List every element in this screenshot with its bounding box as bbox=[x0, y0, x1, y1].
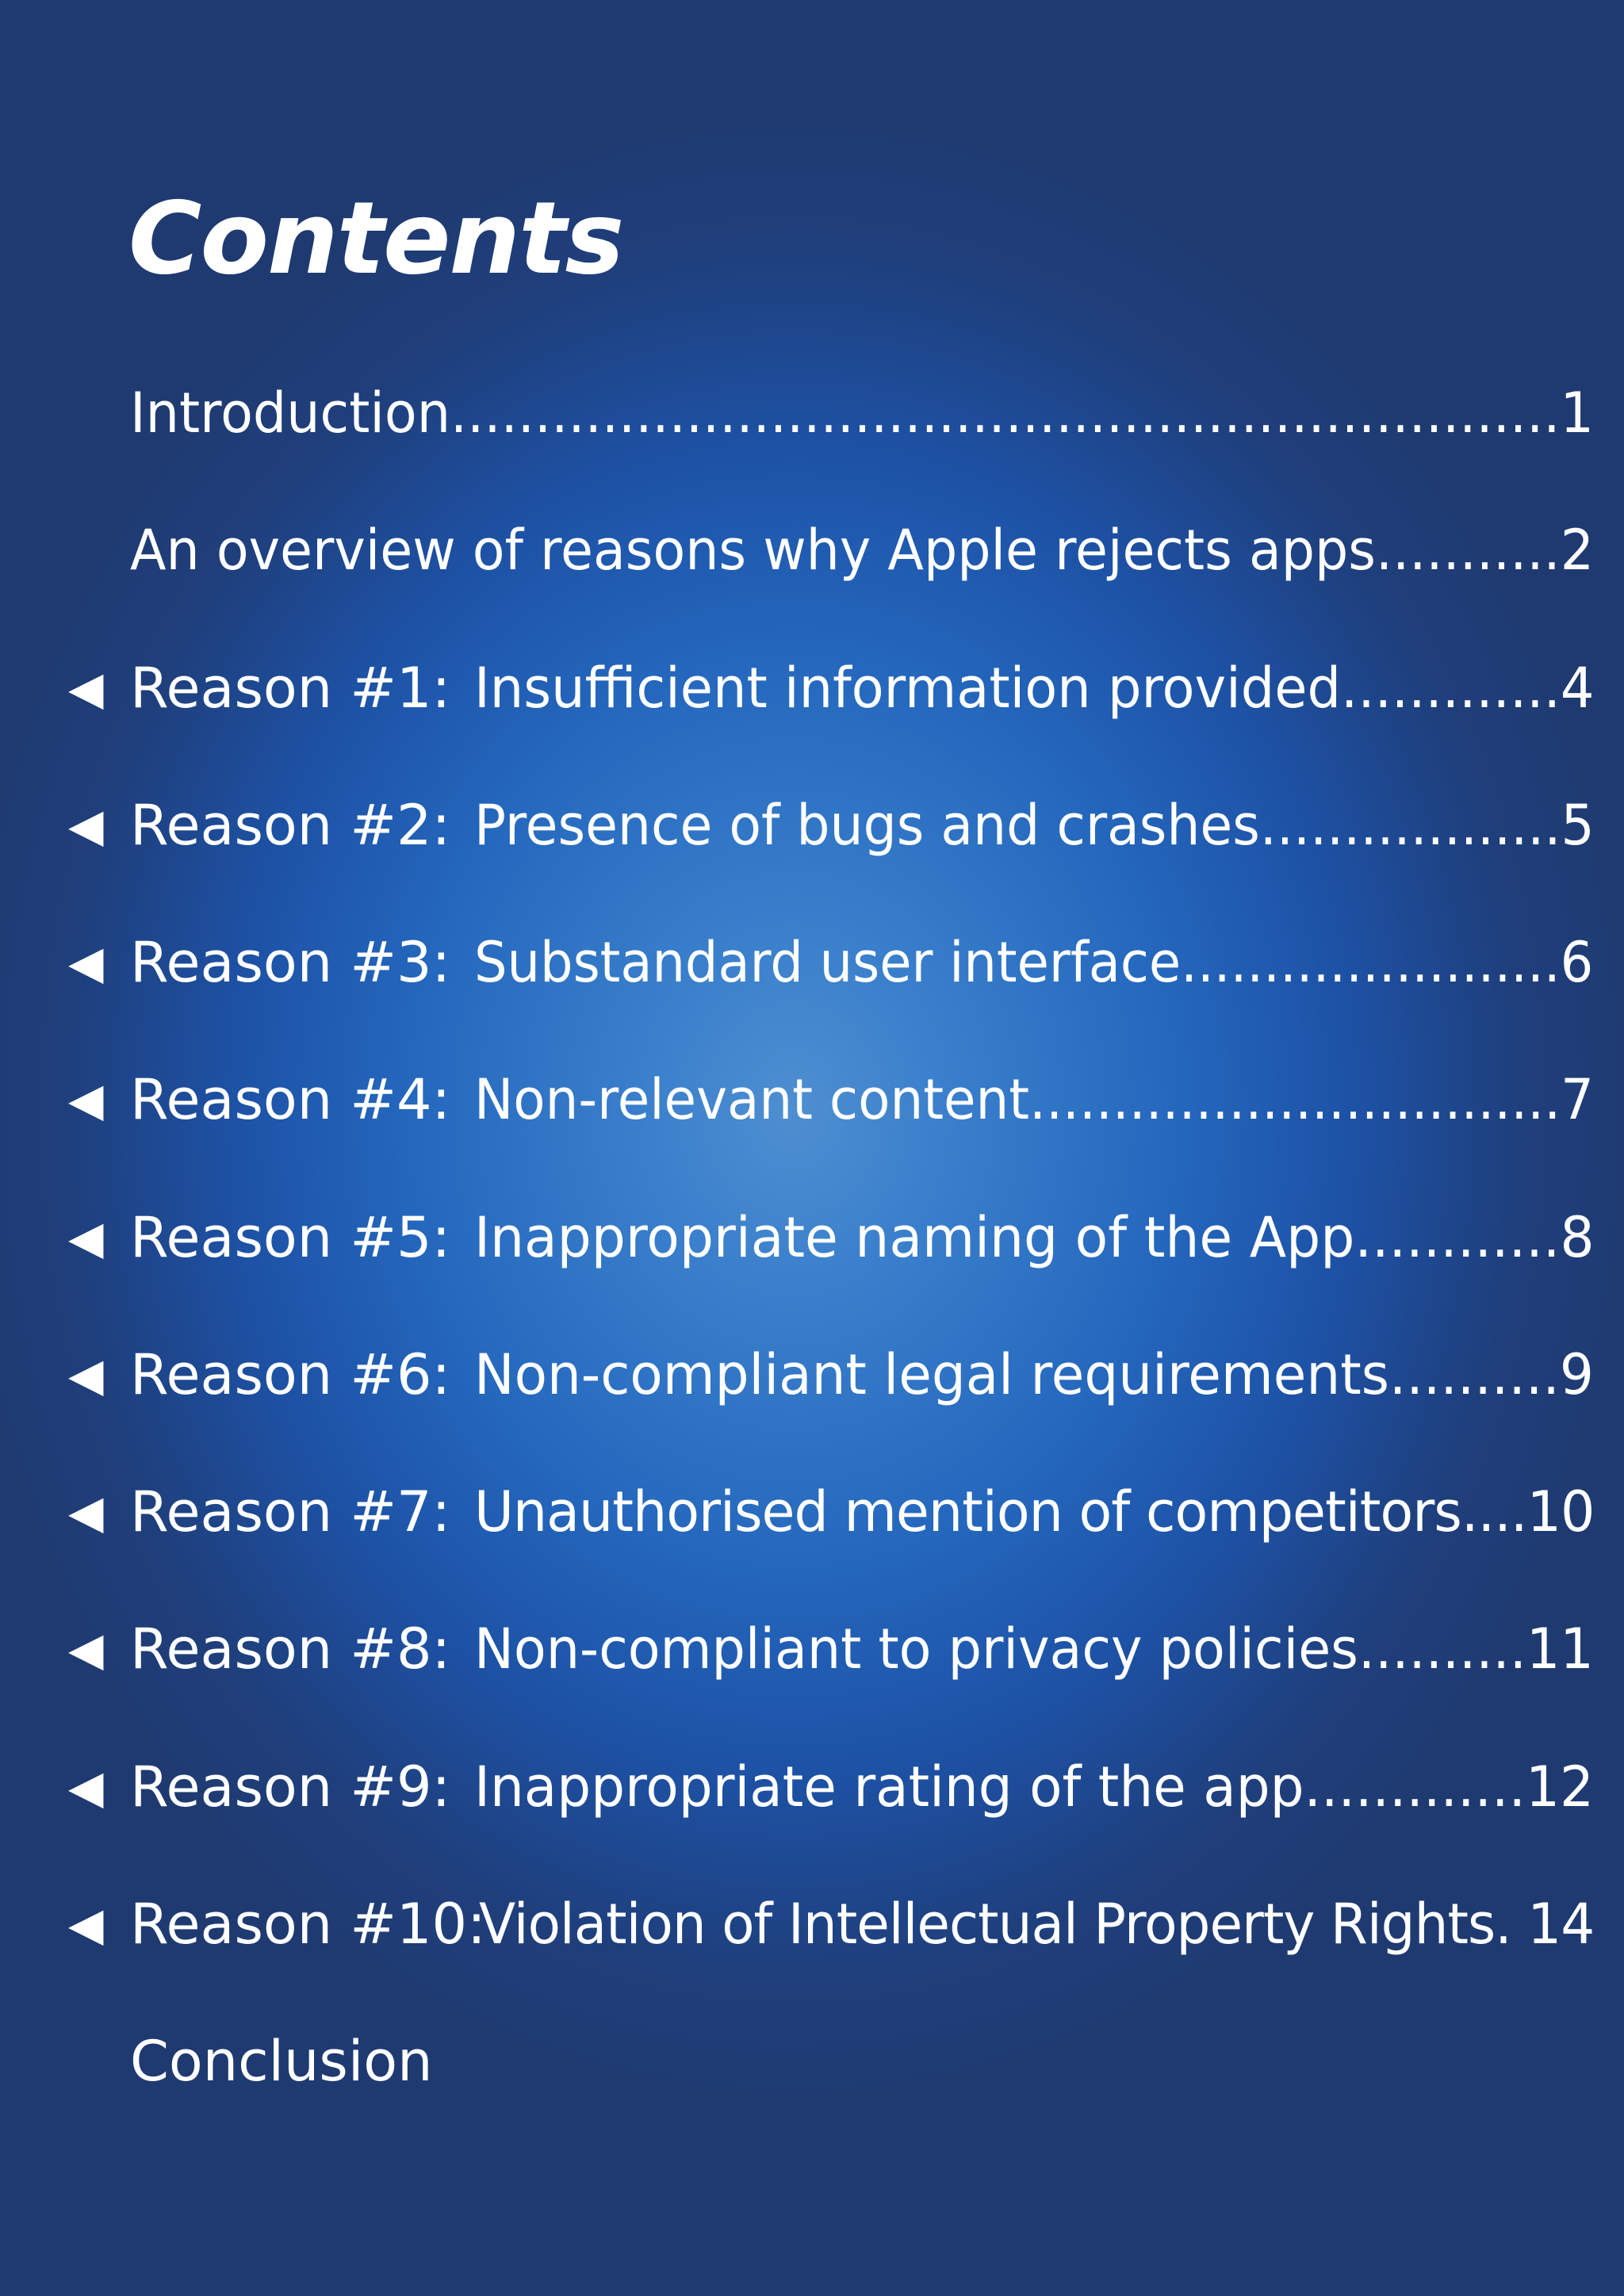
toc-entry-reason-6[interactable] bbox=[0, 1331, 1624, 1418]
toc-entry-text: Inappropriate rating of the app.............12 bbox=[474, 1755, 1595, 1820]
toc-entry-reason-1[interactable] bbox=[0, 645, 1624, 732]
left-triangle-icon: ◀ bbox=[68, 661, 104, 715]
toc-reason-number: Reason #7: bbox=[130, 1479, 451, 1544]
left-triangle-icon: ◀ bbox=[68, 1211, 104, 1265]
toc-entry-reason-4[interactable] bbox=[0, 1056, 1624, 1143]
toc-entry-text: Non-compliant legal requirements..........9 bbox=[474, 1342, 1594, 1407]
left-triangle-icon: ◀ bbox=[68, 1073, 104, 1127]
toc-entry-text: Insufficient information provided.............4 bbox=[474, 656, 1595, 721]
toc-reason-number: Reason #1: bbox=[130, 656, 451, 721]
toc-entry-text: Violation of Intellectual Property Rights. 14 bbox=[479, 1892, 1595, 1957]
toc-entry-reason-3[interactable] bbox=[0, 919, 1624, 1006]
toc-reason-number: Reason #8: bbox=[130, 1617, 451, 1682]
toc-reason-number: Reason #4: bbox=[130, 1067, 451, 1132]
toc-entry-reason-5[interactable] bbox=[0, 1194, 1624, 1281]
left-triangle-icon: ◀ bbox=[68, 1485, 104, 1539]
toc-entry-text: An overview of reasons why Apple rejects apps...........2 bbox=[130, 518, 1595, 583]
toc-reason-number: Reason #3: bbox=[130, 930, 451, 995]
toc-entry-text: Inappropriate naming of the App............8 bbox=[474, 1205, 1595, 1270]
left-triangle-icon: ◀ bbox=[68, 798, 104, 852]
toc-entry-text: Introduction..................................................................1 bbox=[130, 381, 1594, 446]
left-triangle-icon: ◀ bbox=[68, 1622, 104, 1676]
toc-entry-text: Substandard user interface.......................6 bbox=[474, 930, 1594, 995]
left-triangle-icon: ◀ bbox=[68, 1760, 104, 1814]
toc-entry-text: Conclusion bbox=[130, 2029, 433, 2094]
toc-entry-text: Unauthorised mention of competitors....10 bbox=[474, 1479, 1595, 1544]
toc-entry-text: Non-compliant to privacy policies..........11 bbox=[474, 1617, 1594, 1682]
toc-entry-reason-7[interactable] bbox=[0, 1468, 1624, 1556]
toc-entry-reason-2[interactable] bbox=[0, 782, 1624, 869]
toc-entry-reason-10[interactable] bbox=[0, 1881, 1624, 1968]
toc-entry-reason-9[interactable] bbox=[0, 1743, 1624, 1831]
toc-reason-number: Reason #10: bbox=[130, 1892, 486, 1957]
toc-reason-number: Reason #6: bbox=[130, 1342, 451, 1407]
toc-entry-introduction[interactable] bbox=[0, 369, 1624, 457]
toc-entry-text: Non-relevant content................................7 bbox=[474, 1067, 1595, 1132]
toc-entry-reason-8[interactable] bbox=[0, 1605, 1624, 1693]
toc-reason-number: Reason #5: bbox=[130, 1205, 451, 1270]
toc-entry-conclusion[interactable] bbox=[0, 2018, 1624, 2105]
toc-entry-overview[interactable] bbox=[0, 507, 1624, 594]
toc-entry-text: Presence of bugs and crashes..................5 bbox=[474, 793, 1595, 858]
toc-reason-number: Reason #9: bbox=[130, 1755, 451, 1820]
toc-reason-number: Reason #2: bbox=[130, 793, 451, 858]
left-triangle-icon: ◀ bbox=[68, 936, 104, 989]
left-triangle-icon: ◀ bbox=[68, 1897, 104, 1951]
left-triangle-icon: ◀ bbox=[68, 1348, 104, 1402]
page-title: Contents bbox=[128, 180, 623, 297]
